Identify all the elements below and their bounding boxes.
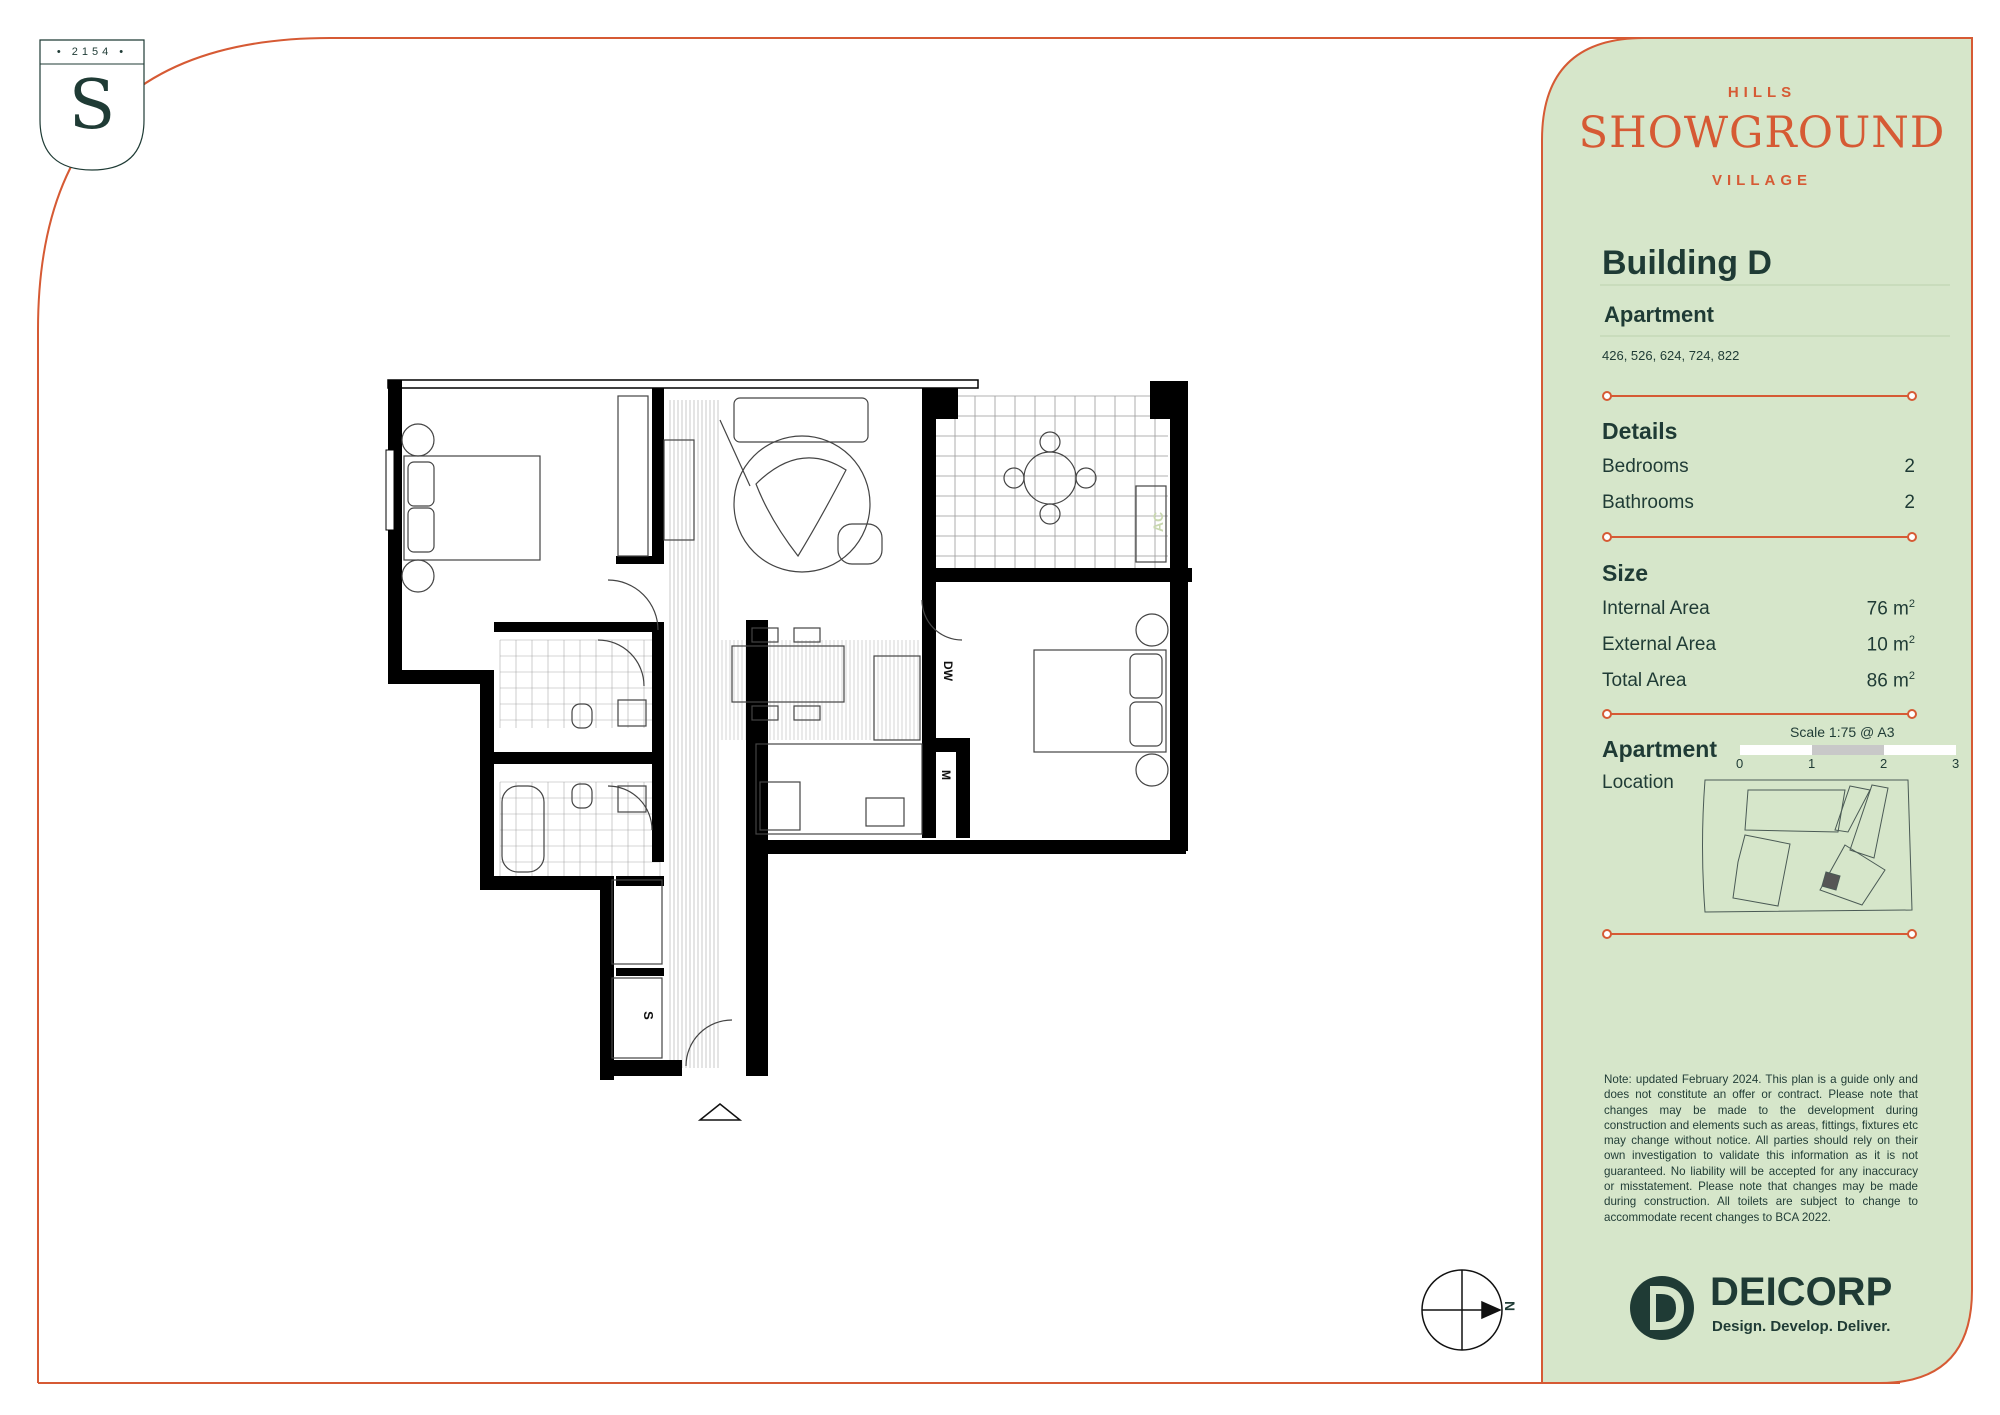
nightstand — [1136, 754, 1168, 786]
total-area-label: Total Area — [1602, 670, 1687, 691]
internal-area-value: 76 $m^2$ — [1866, 598, 1915, 620]
brand-bottom: VILLAGE — [1711, 172, 1812, 189]
developer-name: DEICORP — [1710, 1270, 1893, 1314]
bedrooms-label: Bedrooms — [1602, 456, 1689, 477]
armchair — [838, 524, 882, 564]
wall — [922, 568, 1192, 582]
door-swing — [598, 640, 644, 686]
scale-tick-0: 0 — [1736, 756, 1744, 771]
cooktop — [866, 798, 904, 826]
tv-unit — [664, 440, 694, 540]
pillow — [408, 508, 434, 552]
brand-main: SHOWGROUND — [1578, 108, 1946, 158]
unit-numbers: 426, 526, 624, 724, 822 — [1602, 348, 1740, 363]
wall — [652, 381, 664, 561]
total-area-value: 86 $m^2$ — [1866, 670, 1915, 692]
disclaimer-note: Note: updated February 2024. This plan is a guide only and does not constitute an offer or contract. Please note that changes may be made to the development during construction and elements such as areas, fittings, fixtures etc may change without notice. All parties should rely on their own investigation to validate this information as it is not guaranteed. No liability will be accepted for any inaccuracy or misstatement. Please note that changes may be made during construction. All toilets are subject to change to accommodate recent changes to BCA 2022. — [1604, 1073, 1918, 1224]
scale-label: Scale 1:75 @ A3 — [1790, 724, 1895, 740]
brand-top: HILLS — [1727, 84, 1797, 101]
laundry — [612, 880, 662, 964]
location-subheading: Location — [1602, 772, 1674, 793]
toilet — [572, 704, 592, 728]
nightstand — [402, 424, 434, 456]
wall — [616, 556, 664, 564]
toilet — [572, 784, 592, 808]
storage-mark: S — [640, 1011, 656, 1020]
wall — [480, 670, 494, 890]
microwave-mark: M — [939, 770, 953, 780]
bathrooms-label: Bathrooms — [1602, 492, 1694, 513]
developer-tagline: Design. Develop. Deliver. — [1712, 1318, 1891, 1335]
scale-tick-2: 2 — [1880, 756, 1888, 771]
coffee-table — [756, 458, 846, 556]
balcony-chair — [1004, 468, 1024, 488]
location-heading: Apartment — [1602, 736, 1718, 762]
nightstand — [402, 560, 434, 592]
wall — [652, 622, 664, 862]
wall — [494, 622, 660, 632]
floor-lamp — [720, 420, 750, 486]
dishwasher-mark: DW — [941, 661, 955, 681]
balcony-chair — [1040, 504, 1060, 524]
pillow — [408, 462, 434, 506]
west-window — [386, 450, 394, 530]
kitchen-island — [874, 656, 920, 740]
wall — [616, 876, 664, 886]
window-strip — [388, 380, 978, 388]
building-value: D — [1747, 244, 1772, 282]
wall — [1170, 381, 1188, 851]
wall — [388, 670, 494, 684]
entry-arrow — [700, 1104, 740, 1120]
nightstand — [1136, 614, 1168, 646]
building-label: Building — [1602, 244, 1738, 282]
external-area-value: 10 $m^2$ — [1866, 634, 1915, 656]
crest-code: • 2154 • — [56, 46, 128, 58]
pillow — [1130, 654, 1162, 698]
balcony-chair — [1076, 468, 1096, 488]
north-label: N — [1502, 1300, 1519, 1312]
pillow — [1130, 702, 1162, 746]
dining-chair — [794, 628, 820, 642]
rug — [734, 436, 870, 572]
ac-mark: AC — [1150, 511, 1167, 533]
wall — [746, 840, 1186, 854]
balcony-chair — [1040, 432, 1060, 452]
scale-tick-1: 1 — [1808, 756, 1816, 771]
size-heading: Size — [1602, 560, 1649, 586]
wall — [922, 578, 936, 838]
bedrooms-value: 2 — [1904, 456, 1915, 477]
building-heading — [1602, 244, 1772, 283]
wardrobe-1 — [618, 396, 648, 556]
vanity — [618, 786, 646, 812]
internal-area-label: Internal Area — [1602, 598, 1710, 619]
wall — [956, 740, 970, 838]
details-heading: Details — [1602, 418, 1678, 444]
wall — [616, 968, 664, 976]
wall — [1150, 381, 1180, 419]
external-area-label: External Area — [1602, 634, 1717, 655]
sofa — [734, 398, 868, 442]
bathrooms-value: 2 — [1904, 492, 1915, 513]
bathtub — [502, 786, 544, 872]
scale-tick-3: 3 — [1952, 756, 1960, 771]
apartment-heading: Apartment — [1604, 302, 1715, 327]
kitchen-bench — [756, 744, 922, 834]
wall — [494, 752, 664, 764]
door-swing — [686, 1020, 732, 1066]
crest-letter: S — [68, 66, 116, 145]
bed-2 — [1034, 650, 1166, 752]
wall — [480, 876, 600, 890]
